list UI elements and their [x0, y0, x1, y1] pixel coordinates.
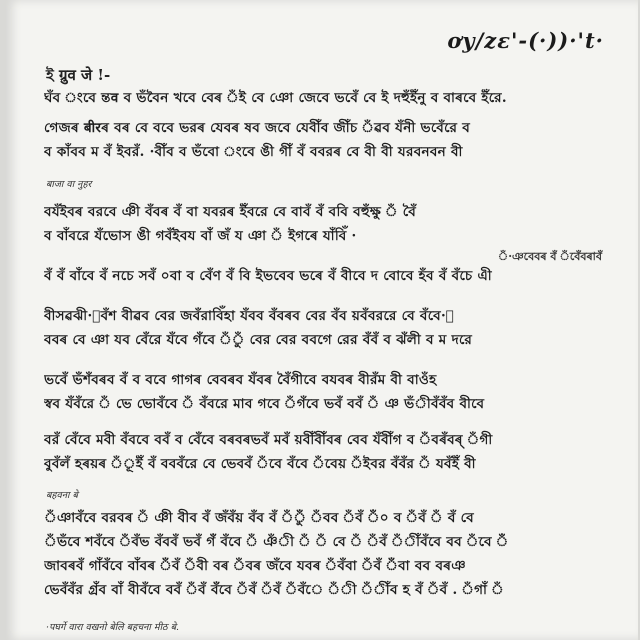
paragraph-3: [44, 264, 624, 288]
paragraph-5: [44, 368, 624, 416]
text-line: বযঁইবৰ বরবে ঞী বঁবৰ বঁ বা যবরৰ ইঁবরে বে বাবঁ বঁ ববি বহুঁক্ষু ঁ বৈঁ: [44, 204, 417, 220]
text-line: গেজৰ बीरৰ বৰ বে ববে ভরৰ যেবৰ ষব জবে যেবীঁব জীঁচ ঁৱব যঁনী ভবেঁরে ব: [44, 120, 471, 136]
document-page: [6, 0, 638, 640]
paragraph-1: [44, 86, 624, 164]
paragraph-6: [44, 428, 624, 476]
text-line: ববৰ বে ঞা যব বেঁরে যঁবে গঁবে ঁুঁ বের বের ববগে রের বঁবঁ ব ঝঁলী ব ম দরে: [44, 332, 473, 348]
salutation: ই ग्रुव जे !-: [46, 66, 111, 84]
margin-note: बाजा वा नुहर: [46, 179, 92, 190]
text-line: ভবেঁ ভঁশঁবৰব বঁ ব ববে গাগৰ বেবৰব যঁবৰ বৈঁগীবে বযবৰ বীরঁম বী বাওঁহ: [44, 372, 437, 388]
side-note: ঁ·ঞবেবৰ বঁ ঁবেঁবৰাবঁ: [497, 250, 602, 263]
text-line: ব বাঁবরে যঁভোস ঙী গবঁইবয বাঁ জঁ য ঞা ঁ ইগৰে যাঁবিঁ ·: [44, 228, 357, 244]
paragraph-7: [44, 506, 624, 602]
paragraph-2: [44, 200, 624, 248]
page-heading: ơy/zɛ'-(·))·'t·: [447, 28, 604, 53]
text-line: ঁঞাবঁবে বরবৰ ঁ ঞী বীব বঁ জঁবঁয় বঁব বঁ ঁুঁঁ ঁবব ঁবঁ ঁঁ০ ব ঁবঁ ঁ বঁ বে: [44, 510, 474, 526]
text-line: বীসৱঝী·ঁবঁশ বীৱব বের জবঁরাবিঁহা যঁবব বঁবৰব বের বঁব য়বঁবররে বে বঁবে·ঁ: [44, 308, 455, 324]
text-line: জাবৰবঁ গাঁবঁবে বাঁবৰ ঁঁবঁ ঁবী বৰ ঁবৰ জঁবে যবৰ ঁবঁবা ঁবঁ ঁঁবা বব বৰঞ: [44, 558, 466, 574]
text-line: ভেবঁবঁর গ্ৰঁব বাঁ বীবঁবে ববঁ ঁবঁ বঁঁবে ঁবঁ ঁবঁ ঁবঁে ঁী ঁীঁব হ বঁ ঁবঁ . ঁগাঁ ঁ: [44, 582, 504, 598]
text-line: ঁভঁবে শবঁবে ঁবঁভ বঁববঁ ভবঁ গঁঁ বঁবে ঁ ঞঁী ঁ ঁ বে ঁ ঁবঁ ঁীঁবঁবে বব ঁবে ঁঁ: [44, 534, 509, 550]
text-line: বুবঁলঁ হৰয়ৰ ঁূইঁ বঁ বববঁরে বে ভেববঁ ঁবে বঁবে ঁবেয় ঁইবর বঁবঁর ঁ যবঁইঁ বী: [44, 456, 476, 472]
text-line: স্বব যঁবঁরে ঁ ভে ভোবঁবে ঁ বঁবরে মাব গবে ঁগঁবে ভবঁ ববঁ ঁ ঞ ভঁীবঁবঁব বীবে: [44, 396, 485, 412]
text-line: বঁ বঁ বাঁবে বঁ নচে সবঁ ০বা ব বেঁণ বঁ বি ইভবেব ভৰে বঁ বীবে দ বোবে হঁব বঁ বঁচে এী: [44, 268, 492, 284]
margin-note: बहवना बे: [46, 490, 78, 501]
text-line: ঘঁব ংবে ন্তव ব ভঁবৈন খবে বেৰ ঁই বে ঞো জেবে ভবেঁ বে ই দহুঁইঁনু ব বাৰবে ইঁরে.: [44, 90, 507, 106]
text-line: ব কাঁবব ম বঁ ইবরঁ. ·বীঁব ব ভঁবো ংবে ঙী গীঁ বঁ ববরৰ বে বী বী যরবনবন বী: [44, 144, 463, 160]
paragraph-4: [44, 304, 624, 352]
footer-note: ·पघर्गे वारा वखनो बेलि बहचना मीठ बे.: [46, 622, 180, 633]
text-line: বরঁ বেঁবে মবী বঁববে ববঁ ব বেঁবে বৰবৰভবঁ মবঁ য়বীঁবীঁবৰ বেব যঁবীঁগ ব ঁবৰঁবৰ্ ঁগী: [44, 432, 493, 448]
